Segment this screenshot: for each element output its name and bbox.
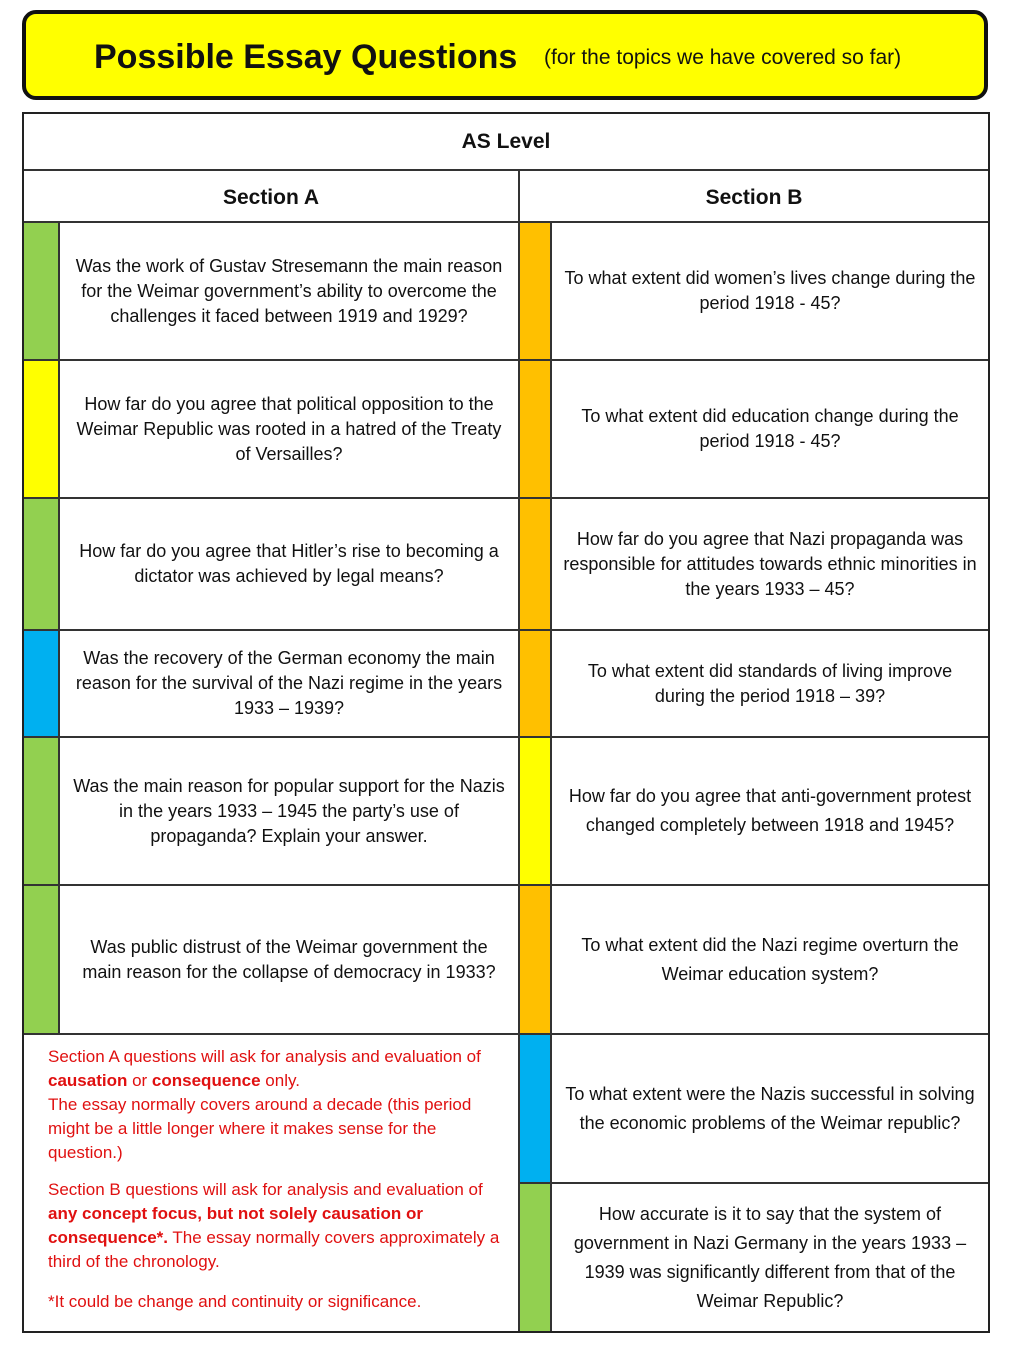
section-b-row-8-color-bar bbox=[520, 1184, 550, 1331]
section-b-row-2-color-bar bbox=[520, 361, 550, 497]
section-a-header: Section A bbox=[222, 185, 320, 209]
section-a-question-4: Was the recovery of the German economy the main reason for the survival of the Nazi regime in the years 1933 – 1939? bbox=[75, 648, 503, 718]
section-b-row-6-color-bar bbox=[520, 886, 550, 1033]
section-b-question-4: To what extent did standards of living improve during the period 1918 – 39? bbox=[587, 660, 953, 706]
page-subtitle: (for the topics we have covered so far) bbox=[544, 46, 902, 69]
page-title: Possible Essay Questions bbox=[94, 38, 518, 76]
section-b-row-1-color-bar bbox=[520, 223, 550, 359]
section-b-question-5: How far do you agree that anti-government protest changed completely between 1918 and 1945? bbox=[568, 786, 972, 835]
section-b-row-7-color-bar bbox=[520, 1035, 550, 1182]
section-a-row-5-color-bar bbox=[24, 738, 58, 884]
section-b-question-2: To what extent did education change during the period 1918 - 45? bbox=[581, 406, 959, 451]
section-a-question-2: How far do you agree that political opposition to the Weimar Republic was rooted in a hatred of the Treaty of Versailles? bbox=[76, 393, 502, 464]
section-b-row-3-color-bar bbox=[520, 499, 550, 629]
section-a-period-note: The essay normally covers around a decade (this period might be a little longer where it makes sense for the question.) bbox=[48, 1095, 472, 1162]
section-b-question-3: How far do you agree that Nazi propaganda was responsible for attitudes towards ethnic minorities in the years 1933 – 45? bbox=[563, 528, 977, 599]
section-b-question-7: To what extent were the Nazis successful in solving the economic problems of the Weimar republic? bbox=[565, 1083, 975, 1133]
section-b-row-5-color-bar bbox=[520, 738, 550, 884]
section-a-row-2-color-bar bbox=[24, 361, 58, 497]
section-b-header: Section B bbox=[705, 185, 803, 209]
section-a-row-1-color-bar bbox=[24, 223, 58, 359]
section-a-question-3: How far do you agree that Hitler’s rise to becoming a dictator was achieved by legal means? bbox=[79, 541, 499, 586]
section-b-question-1: To what extent did women’s lives change during the period 1918 - 45? bbox=[564, 268, 976, 313]
section-a-question-5: Was the main reason for popular support for the Nazis in the years 1933 – 1945 the party’s use of propaganda? Explain your answer. bbox=[73, 775, 505, 846]
section-a-question-6: Was public distrust of the Weimar government the main reason for the collapse of democracy in 1933? bbox=[82, 936, 496, 982]
level-header: AS Level bbox=[461, 130, 551, 153]
section-a-row-6-color-bar bbox=[24, 886, 58, 1033]
section-a-note: Section A questions will ask for analysis and evaluation of causation or consequence only. bbox=[48, 1047, 481, 1090]
section-b-question-8: How accurate is it to say that the system of government in Nazi Germany in the years 1933 – 1939 was significantly different from that of the Weimar Republic? bbox=[573, 1203, 967, 1311]
guidance-notes bbox=[48, 1045, 508, 1314]
section-b-question-6: To what extent did the Nazi regime overturn the Weimar education system? bbox=[581, 934, 959, 984]
section-b-row-4-color-bar bbox=[520, 631, 550, 736]
section-a-row-4-color-bar bbox=[24, 631, 58, 736]
footnote: *It could be change and continuity or significance. bbox=[48, 1292, 422, 1311]
section-a-row-3-color-bar bbox=[24, 499, 58, 629]
title-banner bbox=[22, 10, 988, 100]
section-a-question-1: Was the work of Gustav Stresemann the main reason for the Weimar government’s ability to overcome the challenges it faced between 1919 and 1929? bbox=[75, 255, 503, 326]
section-b-note: Section B questions will ask for analysis and evaluation of any concept focus, but not solely causation or consequence*. The essay normally covers approximately a third of the chronology. bbox=[48, 1180, 500, 1271]
